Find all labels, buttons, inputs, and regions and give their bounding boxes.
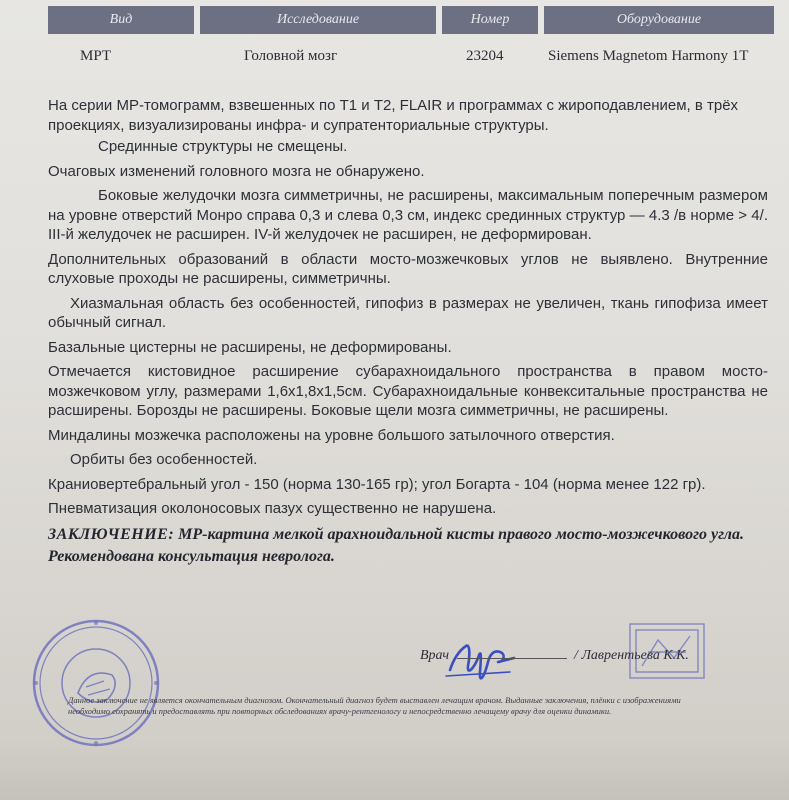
signature-underline bbox=[457, 658, 567, 659]
conclusion bbox=[48, 524, 768, 545]
report-paragraph: Миндалины мозжечка расположены на уровне большого затылочного отверстия. bbox=[48, 426, 615, 444]
header-col-number: Номер bbox=[442, 6, 538, 34]
header-col-study: Исследование bbox=[200, 6, 436, 34]
report-paragraph: На серии МР-томограмм, взвешенных по Т1 и Т2, FLAIR и программах с жироподавлением, в трёх проекциях, визуализированы инфра- и супратенториальные структуры. bbox=[48, 97, 739, 134]
report-paragraph: Пневматизация околоносовых пазух существенно не нарушена. bbox=[48, 500, 497, 517]
conclusion-label: ЗАКЛЮЧЕНИЕ: bbox=[48, 525, 175, 543]
header-col-type: Вид bbox=[48, 6, 194, 34]
doctor-label: Врач bbox=[420, 648, 450, 663]
recommendation: Рекомендована консультация невролога. bbox=[48, 547, 335, 565]
signature-line: Врач / Лаврентьева К.К. bbox=[420, 648, 689, 663]
report-paragraph: Дополнительных образований в области мосто-мозжечковых углов не выявлено. Внутренние слуховые проходы не расширены, симметричны. bbox=[48, 250, 768, 287]
doctor-name: Лаврентьева К.К. bbox=[581, 648, 689, 663]
report-paragraph: Краниовертебральный угол - 150 (норма 130-165 гр); угол Богарта - 104 (норма менее 122 гр). bbox=[48, 475, 706, 493]
report-body bbox=[48, 96, 768, 566]
report-paragraph: Хиазмальная область без особенностей, гипофиз в размерах не увеличен, ткань гипофиза имеет обычный сигнал. bbox=[48, 294, 768, 331]
header-col-equipment: Оборудование bbox=[544, 6, 774, 34]
report-paragraph: Очаговых изменений головного мозга не обнаружено. bbox=[48, 162, 425, 180]
report-paragraph: Базальные цистерны не расширены, не деформированы. bbox=[48, 338, 452, 356]
photo-shadow bbox=[0, 740, 789, 800]
header-table bbox=[48, 6, 774, 76]
value-type: МРТ bbox=[80, 48, 112, 64]
conclusion-text: МР-картина мелкой арахноидальной кисты правого мосто-мозжечкового угла. bbox=[178, 525, 744, 543]
report-paragraph: Отмечается кистовидное расширение субарахноидального пространства в правом мосто-мозжечковом углу, размерами 1,6х1,8х1,5см. Субарахноидальные конвекситальные пространства не расширены. Борозды не расширены. Боковые щели мозга симметричны, не расширены. bbox=[48, 363, 768, 419]
report-paragraph: Срединные структуры не смещены. bbox=[98, 138, 348, 155]
value-equipment: Siemens Magnetom Harmony 1T bbox=[548, 48, 749, 64]
value-number: 23204 bbox=[466, 48, 504, 64]
value-study: Головной мозг bbox=[244, 48, 338, 64]
round-stamp-icon bbox=[28, 615, 164, 751]
report-paragraph: Орбиты без особенностей. bbox=[70, 451, 258, 468]
footnote: Данное заключение не является окончательным диагнозом. Окончательный диагноз будет выставлен лечащим врачом. Выданные заключения, плёнки с изображениями необходимо сохранять и предоставлять при повторных обследованиях врачу-рентгенологу и непосредственно лечащему врачу для оценки динамики. bbox=[68, 695, 681, 716]
report-paragraph: Боковые желудочки мозга симметричны, не расширены, максимальным поперечным размером на уровне отверстий Монро справа 0,3 и слева 0,3 см, индекс срединных структур — 4.3 /в норме > 4/. III-й желудочек не расширен. IV-й желудочек не расширен, не деформирован. bbox=[48, 187, 768, 243]
